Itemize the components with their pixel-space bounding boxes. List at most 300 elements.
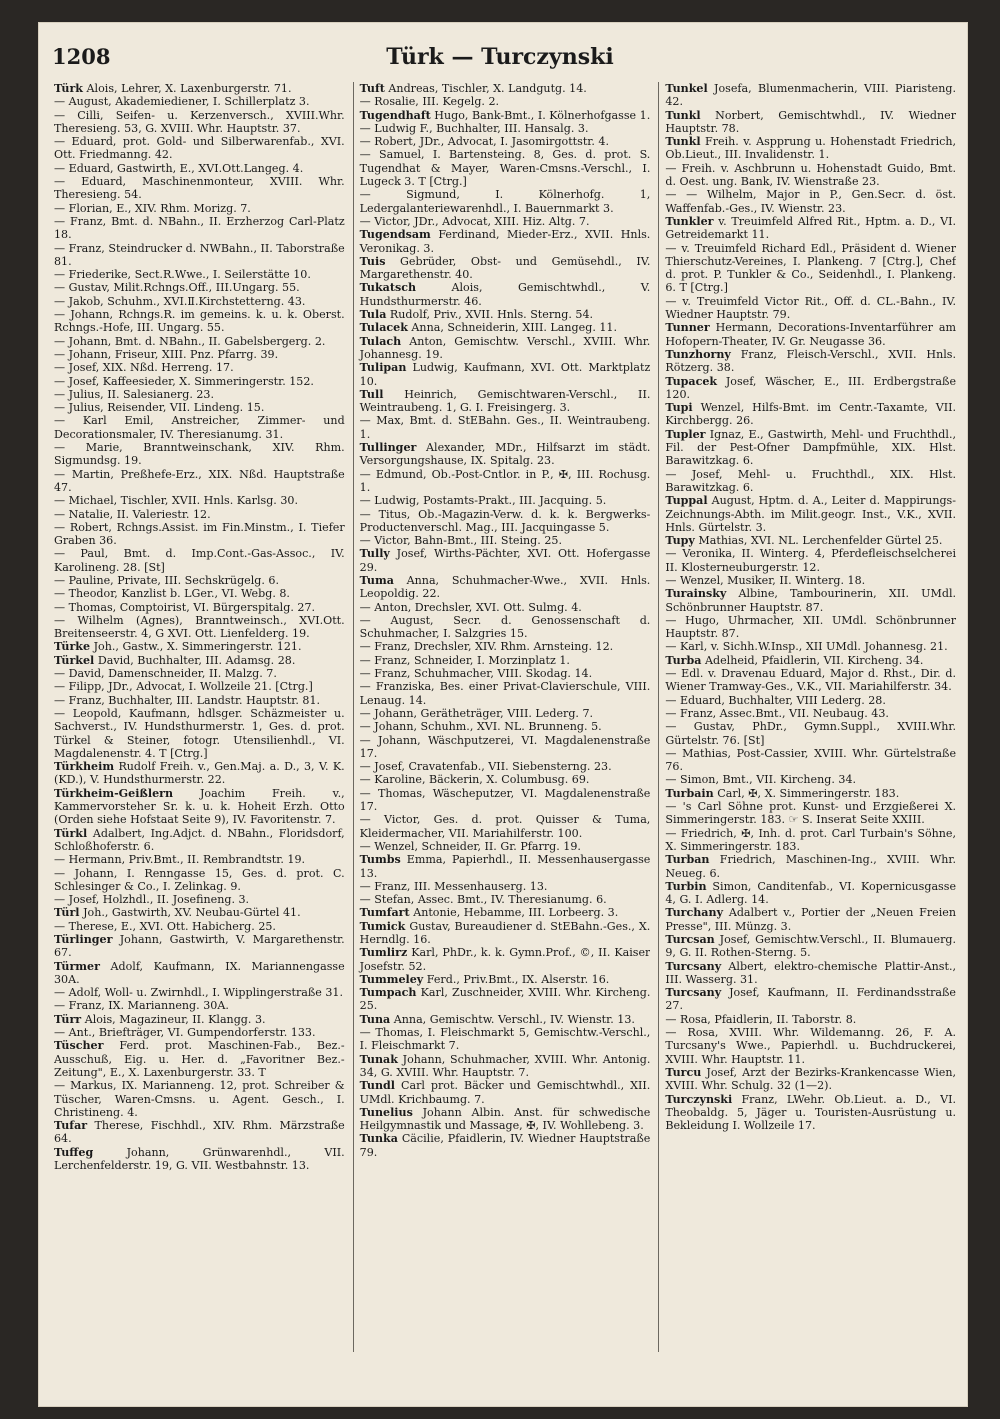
directory-entry bbox=[54, 295, 345, 308]
entry-text: — Victor, JDr., Advocat, XIII. Hiz. Altg. 7. bbox=[359, 214, 590, 228]
entry-text: — Franz, Assec.Bmt., VII. Neubaug. 43. bbox=[665, 706, 889, 720]
entry-text: David, Buchhalter, III. Adamsg. 28. bbox=[97, 653, 296, 667]
directory-entry bbox=[360, 1053, 651, 1080]
entry-text: — Johann, Bmt. d. NBahn., II. Gabelsbergerg. 2. bbox=[54, 334, 326, 348]
directory-entry bbox=[360, 534, 651, 547]
directory-entry bbox=[665, 986, 956, 1013]
entry-surname: Türke bbox=[54, 640, 91, 654]
directory-entry bbox=[360, 654, 651, 667]
directory-entry bbox=[665, 215, 956, 242]
directory-entry bbox=[665, 348, 956, 375]
directory-entry bbox=[54, 680, 345, 693]
directory-entry bbox=[360, 680, 651, 707]
entry-surname: Tunelius bbox=[359, 1105, 413, 1119]
directory-entry bbox=[665, 295, 956, 322]
directory-entry bbox=[360, 321, 651, 334]
entry-text: — Franz, Steindrucker d. NWBahn., II. Taborstraße 81. bbox=[54, 241, 345, 268]
directory-entry bbox=[360, 228, 651, 255]
column-2 bbox=[353, 82, 651, 1352]
directory-entry bbox=[54, 906, 345, 919]
entry-surname: Tummeley bbox=[359, 972, 424, 986]
entry-text: — v. Treuimfeld Victor Rit., Off. d. CL.-Bahn., IV. Wiedner Hauptstr. 79. bbox=[665, 294, 957, 322]
entry-surname: Tulacek bbox=[359, 321, 408, 335]
entry-text: Josef, Gemischtw.Verschl., II. Blumauerg. 9, G. II. Rothen-Sterng. 5. bbox=[665, 933, 957, 960]
entry-text: — Josef, Holzhdl., II. Josefineng. 3. bbox=[54, 893, 250, 907]
entry-text: — Ludwig, Postamts-Prakt., III. Jacquing. 5. bbox=[359, 494, 607, 508]
directory-entry bbox=[665, 640, 956, 653]
entry-surname: Tüscher bbox=[54, 1039, 104, 1053]
entry-text: Anna, Gemischtw. Verschl., IV. Wienstr. 13. bbox=[393, 1012, 635, 1026]
entry-surname: Turban bbox=[665, 853, 710, 867]
entry-text: — Thomas, Wäscheputzer, VI. Magdalenenstraße 17. bbox=[359, 786, 651, 814]
entry-text: Anna, Schneiderin, XIII. Langeg. 11. bbox=[411, 321, 618, 335]
directory-entry bbox=[665, 401, 956, 428]
entry-surname: Turczynski bbox=[665, 1092, 733, 1106]
entry-text: Carl, ✠, X. Simmeringerstr. 183. bbox=[717, 786, 900, 800]
directory-entry bbox=[360, 667, 651, 680]
entry-text: — Franziska, Bes. einer Privat-Clavierschule, VIII. Lenaug. 14. bbox=[359, 680, 651, 707]
entry-text: — Markus, IX. Marianneng. 12, prot. Schreiber & Tüscher, Waren-Cmsns. u. Agent. Gesch., I. Christineng. 4. bbox=[54, 1079, 345, 1119]
entry-surname: Tupler bbox=[665, 427, 706, 441]
directory-entry bbox=[665, 109, 956, 136]
directory-entry bbox=[360, 760, 651, 773]
entry-surname: Tunner bbox=[665, 321, 710, 335]
entry-text: — Titus, Ob.-Magazin-Verw. d. k. k. Bergwerks-Productenverschl. Mag., III. Jacquingasse 5. bbox=[359, 507, 651, 534]
entry-text: Gustav, Bureaudiener d. StEBahn.-Ges., X. Herndlg. 16. bbox=[359, 919, 651, 946]
entry-text: — Hermann, Priv.Bmt., II. Rembrandtstr. 19. bbox=[54, 853, 306, 867]
entry-text: Albine, Tambourinerin, XII. UMdl. Schönbrunner Hauptstr. 87. bbox=[665, 587, 957, 614]
entry-text: Hugo, Bank-Bmt., I. Kölnerhofgasse 1. bbox=[434, 108, 651, 122]
entry-text: — Anton, Drechsler, XVI. Ott. Sulmg. 4. bbox=[359, 600, 582, 614]
entry-text: — Veronika, II. Winterg. 4, Pferdefleischselcherei II. Klosterneuburgerstr. 12. bbox=[665, 547, 957, 574]
directory-entry bbox=[360, 215, 651, 228]
directory-entry bbox=[54, 654, 345, 667]
entry-text: Ludwig, Kaufmann, XVI. Ott. Marktplatz 10. bbox=[359, 361, 651, 388]
entry-text: — Freih. v. Aschbrunn u. Hohenstadt Guido, Bmt. d. Oest. ung. Bank, IV. Wienstraße 23. bbox=[665, 161, 957, 189]
entry-text: — Franz, III. Messenhauserg. 13. bbox=[359, 879, 548, 893]
entry-surname: Tunak bbox=[359, 1052, 398, 1066]
entry-text: Alexander, MDr., Hilfsarzt im städt. Versorgungshause, IX. Spitalg. 23. bbox=[359, 441, 651, 468]
entry-surname: Tupacek bbox=[665, 374, 718, 388]
directory-entry bbox=[360, 109, 651, 122]
entry-text: — Pauline, Private, III. Sechskrügelg. 6. bbox=[54, 573, 280, 587]
entry-text: — Thomas, Comptoirist, VI. Bürgerspitalg. 27. bbox=[54, 600, 316, 614]
entry-surname: Tunkl bbox=[665, 135, 701, 149]
entry-surname: Tula bbox=[359, 308, 387, 322]
entry-surname: Tully bbox=[359, 547, 390, 561]
entry-text: — Theodor, Kanzlist b. LGer., VI. Webg. 8. bbox=[54, 587, 290, 601]
directory-entry bbox=[665, 574, 956, 587]
directory-entry bbox=[54, 401, 345, 414]
entry-text: — Mathias, Post-Cassier, XVIII. Whr. Gürtelstraße 76. bbox=[665, 746, 957, 774]
directory-entry bbox=[665, 853, 956, 880]
entry-surname: Türkl bbox=[54, 826, 88, 840]
entry-text: — Simon, Bmt., VII. Kircheng. 34. bbox=[665, 773, 857, 787]
directory-entry bbox=[54, 494, 345, 507]
entry-text: Anna, Schuhmacher-Wwe., XVII. Hnls. Leopoldig. 22. bbox=[359, 573, 651, 601]
entry-surname: Tundl bbox=[359, 1079, 396, 1093]
directory-entry bbox=[54, 787, 345, 827]
directory-entry bbox=[54, 853, 345, 866]
directory-entry bbox=[54, 175, 345, 202]
directory-entry bbox=[360, 388, 651, 415]
entry-surname: Turbain bbox=[665, 786, 714, 800]
entry-text: — Franz, IX. Marianneng. 30A. bbox=[54, 999, 229, 1013]
entry-text: Rudolf, Priv., XVII. Hnls. Sterng. 54. bbox=[389, 308, 594, 322]
directory-entry bbox=[360, 614, 651, 641]
entry-text: Hermann, Decorations-Inventarführer am Hofopern-Theater, IV. Gr. Neugasse 36. bbox=[665, 321, 957, 348]
entry-text: — Stefan, Assec. Bmt., IV. Theresianumg. 6. bbox=[359, 893, 607, 907]
entry-text: — Johann, Rchngs.R. im gemeins. k. u. k. Oberst. Rchngs.-Hofe, III. Ungarg. 55. bbox=[54, 308, 345, 335]
entry-text: — Johann, Schuhm., XVI. NL. Brunneng. 5. bbox=[359, 720, 602, 734]
entry-surname: Tuft bbox=[359, 82, 385, 95]
entry-text: Adelheid, Pfaidlerin, VII. Kircheng. 34. bbox=[704, 653, 924, 667]
entry-text: — Rosa, Pfaidlerin, II. Taborstr. 8. bbox=[665, 1012, 857, 1026]
directory-entry bbox=[54, 893, 345, 906]
entry-text: — Samuel, I. Bartensteing. 8, Ges. d. prot. S. Tugendhat & Mayer, Waren-Cmsns.-Verschl., I. Lugeck 3. T [Ctrg.] bbox=[359, 148, 651, 189]
directory-entry bbox=[54, 667, 345, 680]
entry-surname: Turba bbox=[665, 653, 702, 667]
directory-entry bbox=[360, 1079, 651, 1106]
entry-surname: Tupy bbox=[665, 534, 695, 548]
directory-entry bbox=[665, 906, 956, 933]
directory-entry bbox=[54, 82, 345, 95]
directory-entry bbox=[360, 95, 651, 108]
directory-entry bbox=[54, 1039, 345, 1079]
entry-text: — Sigmund, I. Kölnerhofg. 1, Ledergalanteriewarenhdl., I. Bauernmarkt 3. bbox=[359, 188, 651, 215]
entry-text: Joachim Freih. v., Kammervorsteher Sr. k. u. k. Hoheit Erzh. Otto (Orden siehe Hofstaat Seite 9), IV. Favoritenstr. 7. bbox=[54, 786, 345, 827]
directory-entry bbox=[360, 1013, 651, 1026]
directory-entry bbox=[665, 321, 956, 348]
directory-entry bbox=[360, 82, 651, 95]
directory-entry bbox=[54, 960, 345, 987]
entry-text: — Wenzel, Musiker, II. Winterg. 18. bbox=[665, 573, 866, 587]
entry-text: Heinrich, Gemischtwaren-Verschl., II. Weintraubeng. 1, G. I. Freisingerg. 3. bbox=[359, 387, 651, 415]
entry-text: — Gustav, PhDr., Gymn.Suppl., XVIII.Whr. Gürtelstr. 76. [St] bbox=[665, 720, 957, 747]
entry-surname: Tukatsch bbox=[359, 281, 417, 295]
entry-text: Rudolf Freih. v., Gen.Maj. a. D., 3, V. K. (KD.), V. Hundsthurmerstr. 22. bbox=[54, 760, 345, 787]
directory-entry bbox=[360, 122, 651, 135]
directory-entry bbox=[360, 414, 651, 441]
entry-text: — Marie, Branntweinschank, XIV. Rhm. Sigmundsg. 19. bbox=[54, 441, 345, 468]
directory-entry bbox=[360, 494, 651, 507]
entry-text: Ignaz, E., Gastwirth, Mehl- und Fruchthdl., Fil. der Pest-Ofner Dampfmühle, XIX. Hlst. Barawitzkag. 6. bbox=[665, 427, 957, 468]
entry-text: — Michael, Tischler, XVII. Hnls. Karlsg. 30. bbox=[54, 494, 298, 508]
directory-entry bbox=[665, 960, 956, 987]
entry-surname: Türr bbox=[54, 1012, 82, 1026]
entry-text: — Rosa, XVIII. Whr. Wildemanng. 26, F. A. Turcsany's Wwe., Papierhdl. u. Buchdruckerei, XVIII. Whr. Hauptstr. 11. bbox=[665, 1026, 957, 1066]
directory-entry bbox=[54, 614, 345, 641]
entry-text: — Franz, Buchhalter, III. Landstr. Hauptstr. 81. bbox=[54, 693, 321, 707]
entry-text: — Franz, Drechsler, XIV. Rhm. Arnsteing. 12. bbox=[359, 640, 614, 654]
directory-entry bbox=[54, 640, 345, 653]
entry-text: Ferd., Priv.Bmt., IX. Alserstr. 16. bbox=[426, 972, 610, 986]
entry-surname: Türk bbox=[54, 82, 83, 95]
entry-text: Anton, Gemischtw. Verschl., XVIII. Whr. Johannesg. 19. bbox=[359, 334, 651, 361]
entry-text: Karl, PhDr., k. k. Gymn.Prof., ©, II. Kaiser Josefstr. 52. bbox=[359, 946, 651, 973]
entry-text: — Victor, Bahn-Bmt., III. Steing. 25. bbox=[359, 534, 562, 548]
entry-surname: Tunkler bbox=[665, 214, 714, 228]
entry-text: Gebrüder, Obst- und Gemüsehdl., IV. Margarethenstr. 40. bbox=[359, 254, 651, 282]
entry-text: — Natalie, II. Valeriestr. 12. bbox=[54, 507, 211, 521]
entry-text: — Karl Emil, Anstreicher, Zimmer- und Decorationsmaler, IV. Theresianumg. 31. bbox=[54, 414, 345, 441]
directory-entry bbox=[665, 773, 956, 786]
entry-text: v. Treuimfeld Alfred Rit., Hptm. a. D., VI. Getreidemarkt 11. bbox=[665, 214, 957, 242]
entry-surname: Tuis bbox=[359, 254, 386, 268]
directory-entry bbox=[360, 734, 651, 761]
directory-entry bbox=[54, 827, 345, 854]
directory-entry bbox=[360, 946, 651, 973]
entry-text: Josef, Wirths-Pächter, XVI. Ott. Hofergasse 29. bbox=[359, 547, 651, 574]
directory-entry bbox=[665, 827, 956, 854]
entry-text: — Max, Bmt. d. StEBahn. Ges., II. Weintraubeng. 1. bbox=[359, 414, 651, 441]
page-header: Türk — Turczynski bbox=[386, 44, 614, 70]
entry-surname: Türkheim bbox=[54, 760, 115, 774]
entry-text: — Victor, Ges. d. prot. Quisser & Tuma, Kleidermacher, VII. Mariahilferstr. 100. bbox=[359, 813, 651, 840]
entry-text: — Josef, Cravatenfab., VII. Siebensterng. 23. bbox=[359, 760, 612, 774]
entry-surname: Turchany bbox=[665, 906, 724, 920]
directory-entry bbox=[360, 255, 651, 282]
directory-entry bbox=[54, 202, 345, 215]
directory-entry bbox=[360, 906, 651, 919]
entry-text: — August, Akademiediener, I. Schillerplatz 3. bbox=[54, 95, 310, 109]
directory-entry bbox=[54, 574, 345, 587]
entry-text: — Eduard, Maschinenmonteur, XVIII. Whr. Theresieng. 54. bbox=[54, 175, 345, 202]
directory-entry bbox=[54, 268, 345, 281]
directory-entry bbox=[665, 188, 956, 215]
entry-surname: Tumick bbox=[359, 919, 406, 933]
directory-entry bbox=[665, 1093, 956, 1133]
entry-text: — Franz, Schneider, I. Morzinplatz 1. bbox=[359, 653, 570, 667]
entry-text: Josef, Arzt der Bezirks-Krankencasse Wien, XVIII. Whr. Schulg. 32 (1—2). bbox=[665, 1065, 957, 1093]
entry-text: Joh., Gastw., X. Simmeringerstr. 121. bbox=[93, 640, 302, 654]
directory-entry bbox=[54, 694, 345, 707]
directory-entry bbox=[360, 468, 651, 495]
entry-text: — Robert, Rchngs.Assist. im Fin.Minstm., I. Tiefer Graben 36. bbox=[54, 520, 345, 548]
entry-text: — Wilhelm (Agnes), Branntweinsch., XVI.Ott. Breitenseerstr. 4, G XVI. Ott. Lienfelderg. 19. bbox=[54, 613, 345, 641]
directory-entry bbox=[54, 920, 345, 933]
directory-entry bbox=[665, 375, 956, 402]
directory-entry bbox=[54, 587, 345, 600]
entry-text: — Franz, Schuhmacher, VIII. Skodag. 14. bbox=[359, 667, 593, 681]
directory-entry bbox=[665, 787, 956, 800]
directory-entry bbox=[360, 1106, 651, 1133]
entry-text: — Johann, Friseur, XIII. Pnz. Pfarrg. 39. bbox=[54, 347, 279, 361]
directory-entry bbox=[360, 308, 651, 321]
entry-surname: Tugendsam bbox=[359, 228, 431, 242]
directory-entry bbox=[360, 188, 651, 215]
directory-entry bbox=[54, 986, 345, 999]
entry-text: — Ludwig F., Buchhalter, III. Hansalg. 3. bbox=[359, 121, 589, 135]
column-1 bbox=[54, 82, 345, 1352]
entry-text: Adalbert, Ing.Adjct. d. NBahn., Floridsdorf, Schloßhoferstr. 6. bbox=[54, 826, 345, 853]
entry-surname: Tumlirz bbox=[359, 946, 408, 960]
entry-text: Josef, Kaufmann, II. Ferdinandsstraße 27. bbox=[665, 986, 957, 1013]
entry-text: — v. Treuimfeld Richard Edl., Präsident d. Wiener Thierschutz-Vereines, I. Plankeng. 7 [Ctrg.], Chef d. prot. P. Tunkler & Co., Seidenhdl., I. Plankeng. 6. T [Ctrg.] bbox=[665, 241, 957, 295]
directory-entry bbox=[54, 375, 345, 388]
directory-entry bbox=[54, 348, 345, 361]
directory-entry bbox=[54, 414, 345, 441]
directory-entry bbox=[54, 707, 345, 760]
entry-surname: Turcsany bbox=[665, 986, 722, 1000]
entry-text: Adalbert v., Portier der „Neuen Freien Presse", III. Münzg. 3. bbox=[665, 906, 957, 933]
directory-entry bbox=[665, 587, 956, 614]
directory-entry bbox=[54, 760, 345, 787]
entry-text: — Johann, Gerätheträger, VIII. Lederg. 7. bbox=[359, 706, 594, 720]
entry-surname: Turcu bbox=[665, 1065, 702, 1079]
entry-text: — Eduard, Buchhalter, VIII Lederg. 28. bbox=[665, 693, 886, 707]
entry-text: — David, Damenschneider, II. Malzg. 7. bbox=[54, 667, 277, 681]
entry-surname: Tullinger bbox=[359, 441, 417, 455]
entry-text: — Ant., Briefträger, VI. Gumpendorferstr. 133. bbox=[54, 1026, 316, 1040]
entry-text: Norbert, Gemischtwhdl., IV. Wiedner Hauptstr. 78. bbox=[665, 108, 957, 135]
entry-text: Josefa, Blumenmacherin, VIII. Piaristeng. 42. bbox=[665, 82, 957, 109]
entry-text: Friedrich, Maschinen-Ing., XVIII. Whr. Neueg. 6. bbox=[665, 853, 956, 880]
directory-entry bbox=[360, 601, 651, 614]
entry-surname: Tugendhaft bbox=[359, 108, 431, 122]
directory-entry bbox=[360, 1026, 651, 1053]
entry-surname: Tuppal bbox=[665, 494, 708, 508]
entry-surname: Türlinger bbox=[54, 933, 113, 946]
directory-entry bbox=[360, 640, 651, 653]
entry-text: — Wenzel, Schneider, II. Gr. Pfarrg. 19. bbox=[359, 839, 581, 853]
entry-surname: Tulipan bbox=[359, 361, 407, 375]
directory-entry bbox=[665, 667, 956, 694]
entry-surname: Tufar bbox=[54, 1119, 88, 1133]
directory-entry bbox=[665, 242, 956, 295]
entry-surname: Turainsky bbox=[665, 587, 727, 601]
entry-text: August, Hptm. d. A., Leiter d. Mappirungs-Zeichnungs-Abth. im Milit.geogr. Inst., V.K., XVII. Hnls. Gürtelstr. 3. bbox=[665, 494, 957, 534]
entry-text: — Franz, Bmt. d. NBahn., II. Erzherzog Carl-Platz 18. bbox=[54, 214, 345, 242]
entry-text: — Julius, Reisender, VII. Lindeng. 15. bbox=[54, 401, 265, 415]
directory-entry bbox=[360, 148, 651, 188]
entry-surname: Tumfart bbox=[359, 906, 410, 920]
entry-surname: Tull bbox=[359, 387, 384, 401]
entry-surname: Tuna bbox=[359, 1012, 391, 1026]
directory-entry bbox=[54, 933, 345, 960]
directory-entry bbox=[360, 508, 651, 535]
directory-entry bbox=[665, 654, 956, 667]
directory-entry bbox=[54, 335, 345, 348]
entry-text: — Hugo, Uhrmacher, XII. UMdl. Schönbrunner Hauptstr. 87. bbox=[665, 613, 957, 641]
directory-entry bbox=[54, 361, 345, 374]
directory-entry bbox=[665, 747, 956, 774]
entry-surname: Türmer bbox=[54, 959, 100, 973]
entry-text: — Edl. v. Dravenau Eduard, Major d. Rhst., Dir. d. Wiener Tramway-Ges., V.K., VII. Mariahilferstr. 34. bbox=[665, 667, 957, 694]
directory-entry bbox=[54, 521, 345, 548]
entry-text: Franz, Fleisch-Verschl., XVII. Hnls. Rötzerg. 38. bbox=[665, 347, 956, 375]
directory-entry bbox=[54, 468, 345, 495]
directory-entry bbox=[360, 361, 651, 388]
entry-text: Adolf, Kaufmann, IX. Mariannengasse 30A. bbox=[54, 959, 345, 986]
entry-text: — Leopold, Kaufmann, hdlsger. Schäzmeister u. Sachverst., IV. Hundsthurmerstr. 1, Ges. d. prot. Türkel & Steiner, fotogr. Utensilienhdl., VI. Magdalenenstr. 4. T [Ctrg.] bbox=[54, 706, 345, 760]
directory-entry bbox=[665, 82, 956, 109]
directory-entry bbox=[360, 1132, 651, 1159]
entry-surname: Tupi bbox=[665, 401, 693, 415]
entry-text: — — Wilhelm, Major in P., Gen.Secr. d. öst. Waffenfab.-Ges., IV. Wienstr. 23. bbox=[665, 188, 957, 215]
directory-entry bbox=[54, 162, 345, 175]
directory-entry bbox=[54, 135, 345, 162]
directory-entry bbox=[665, 933, 956, 960]
entry-text: — Filipp, JDr., Advocat, I. Wollzeile 21. [Ctrg.] bbox=[54, 680, 313, 694]
directory-entry bbox=[360, 574, 651, 601]
directory-entry bbox=[54, 308, 345, 335]
entry-surname: Türl bbox=[54, 906, 80, 920]
entry-text: — Eduard, Gastwirth, E., XVI.Ott.Langeg. 4. bbox=[54, 161, 304, 175]
entry-surname: Türkel bbox=[54, 653, 95, 667]
entry-text: Karl, Zuschneider, XVIII. Whr. Kircheng. 25. bbox=[359, 986, 651, 1013]
entry-surname: Tumbs bbox=[359, 853, 401, 867]
entry-text: — Robert, JDr., Advocat, I. Jasomirgottstr. 4. bbox=[359, 135, 610, 149]
entry-text: — Edmund, Ob.-Post-Cntlor. in P., ✠, III. Rochusg. 1. bbox=[359, 467, 651, 494]
directory-entry bbox=[665, 1026, 956, 1066]
directory-entry bbox=[54, 1026, 345, 1039]
entry-text: — Therese, E., XVI. Ott. Habicherg. 25. bbox=[54, 919, 276, 933]
entry-surname: Tunzhorny bbox=[665, 347, 731, 361]
directory-entry bbox=[665, 534, 956, 547]
entry-surname: Tulach bbox=[359, 334, 402, 348]
entry-text: — Paul, Bmt. d. Imp.Cont.-Gas-Assoc., IV. Karolineng. 28. [St] bbox=[54, 547, 345, 574]
directory-entry bbox=[54, 95, 345, 108]
directory-entry bbox=[665, 547, 956, 574]
entry-text: Carl prot. Bäcker und Gemischtwhdl., XII. UMdl. Krichbaumg. 7. bbox=[359, 1079, 651, 1106]
entry-surname: Tuma bbox=[359, 573, 394, 587]
directory-entry bbox=[360, 281, 651, 308]
entry-text: Ferd. prot. Maschinen-Fab., Bez.-Ausschuß, Eig. u. Her. d. „Favoritner Bez.-Zeitung", E., X. Laxenburgerstr. 33. T bbox=[54, 1039, 345, 1079]
directory-entry bbox=[665, 880, 956, 907]
entry-text: Johann, Grünwarenhdl., VII. Lerchenfelderstr. 19, G. VII. Westbahnstr. 13. bbox=[54, 1145, 345, 1173]
entry-text: — Johann, I. Renngasse 15, Ges. d. prot. C. Schlesinger & Co., I. Zelinkag. 9. bbox=[54, 866, 345, 893]
entry-text: Franz, LWehr. Ob.Lieut. a. D., VI. Theobaldg. 5, Jäger u. Touristen-Ausrüstung u. Bekleidung I. Wollzeile 17. bbox=[665, 1092, 957, 1133]
directory-entry bbox=[54, 867, 345, 894]
directory-entry bbox=[665, 614, 956, 641]
entry-text: — Eduard, prot. Gold- und Silberwarenfab., XVI. Ott. Friedmanng. 42. bbox=[54, 135, 345, 162]
directory-entry bbox=[360, 787, 651, 814]
directory-entry bbox=[665, 494, 956, 534]
directory-entry bbox=[360, 547, 651, 574]
directory-entry bbox=[360, 973, 651, 986]
entry-text: — Martin, Preßhefe-Erz., XIX. Nßd. Hauptstraße 47. bbox=[54, 467, 345, 494]
directory-entry bbox=[54, 1146, 345, 1173]
entry-text: — Julius, II. Salesianerg. 23. bbox=[54, 387, 215, 401]
directory-entry bbox=[665, 135, 956, 162]
entry-text: — 's Carl Söhne prot. Kunst- und Erzgießerei X. Simmeringerstr. 183. ☞ S. Inserat Seite XXIII. bbox=[665, 800, 957, 827]
entry-text: Albert, elektro-chemische Plattir-Anst., III. Wasserg. 31. bbox=[665, 959, 957, 986]
entry-text: — Florian, E., XIV. Rhm. Morizg. 7. bbox=[54, 201, 251, 215]
entry-text: Mathias, XVI. NL. Lerchenfelder Gürtel 25. bbox=[698, 534, 943, 548]
entry-text: — Thomas, I. Fleischmarkt 5, Gemischtw.-Verschl., I. Fleischmarkt 7. bbox=[359, 1026, 651, 1053]
directory-entry bbox=[360, 335, 651, 362]
entry-text: Ferdinand, Mieder-Erz., XVII. Hnls. Veronikag. 3. bbox=[359, 228, 651, 255]
entry-surname: Türkheim-Geißlern bbox=[54, 786, 174, 800]
directory-entry bbox=[360, 707, 651, 720]
directory-entry bbox=[665, 720, 956, 747]
directory-entry bbox=[360, 135, 651, 148]
entry-text: Johann, Gastwirth, V. Margarethenstr. 67. bbox=[54, 933, 345, 960]
entry-text: Wenzel, Hilfs-Bmt. im Centr.-Taxamte, VII. Kirchbergg. 26. bbox=[665, 401, 957, 428]
directory-entry bbox=[360, 893, 651, 906]
directory-entry bbox=[360, 441, 651, 468]
directory-entry bbox=[54, 109, 345, 136]
entry-text: Freih. v. Aspprung u. Hohenstadt Friedrich, Ob.Lieut., III. Invalidenstr. 1. bbox=[665, 135, 957, 162]
directory-columns bbox=[54, 82, 956, 1352]
entry-text: — Friederike, Sect.R.Wwe., I. Seilerstätte 10. bbox=[54, 268, 311, 282]
entry-text: — Adolf, Woll- u. Zwirnhdl., I. Wipplingerstraße 31. bbox=[54, 986, 344, 1000]
entry-text: — Josef, Mehl- u. Fruchthdl., XIX. Hlst. Barawitzkag. 6. bbox=[665, 467, 957, 494]
entry-text: Therese, Fischhdl., XIV. Rhm. Märzstraße 64. bbox=[54, 1119, 345, 1146]
directory-entry bbox=[665, 428, 956, 468]
directory-entry bbox=[665, 800, 956, 827]
